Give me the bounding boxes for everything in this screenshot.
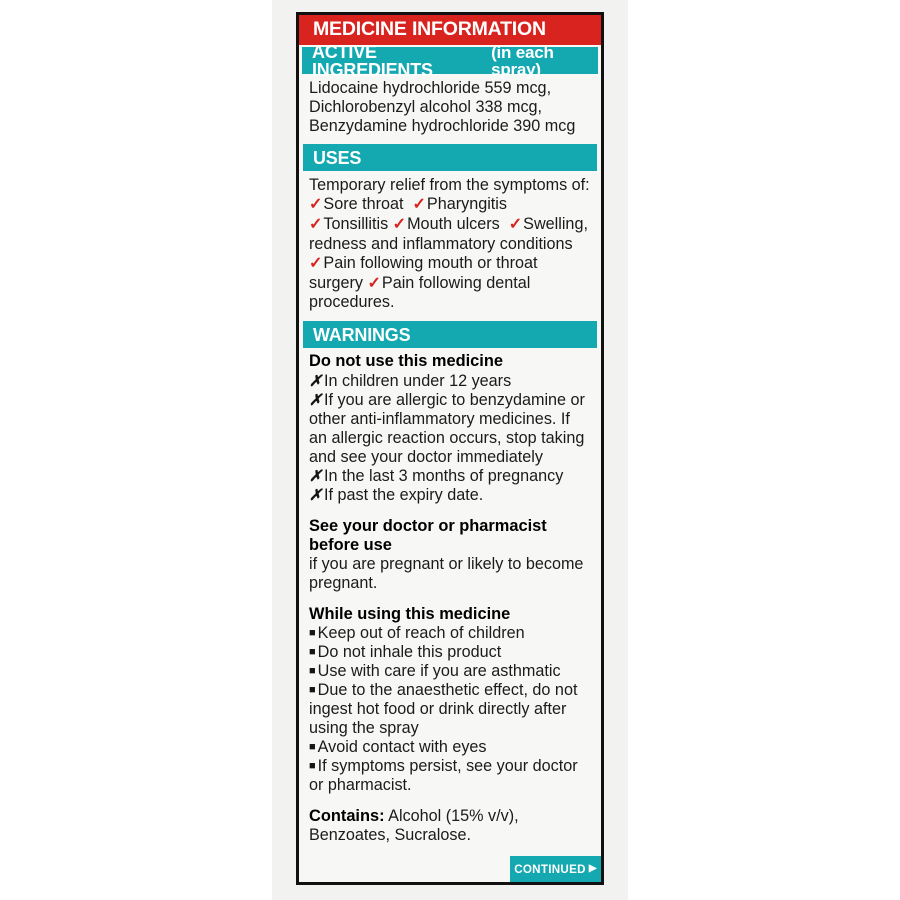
while-using-item — [309, 662, 591, 681]
do-not-use-item — [309, 486, 591, 505]
uses-item: Pain following dental procedures. — [309, 273, 531, 312]
check-mark-icon: ✓ — [367, 274, 381, 292]
see-doctor-block — [309, 517, 591, 593]
do-not-use-item — [309, 467, 591, 486]
while-using-item-text: Do not inhale this product — [317, 643, 502, 662]
while-using-item-text: Due to the anaesthetic effect, do not ingest hot food or drink directly after using the spray — [309, 681, 578, 738]
warnings-heading: WARNINGS — [313, 324, 411, 345]
active-ingredients-heading-sub: (in each spray) — [491, 42, 554, 79]
square-bullet-icon: ■ — [309, 760, 316, 773]
while-using-item-text: Avoid contact with eyes — [317, 738, 487, 757]
cross-mark-icon: ✗ — [309, 391, 322, 409]
while-using-item — [309, 757, 591, 795]
check-mark-icon: ✓ — [412, 196, 426, 214]
check-mark-icon: ✓ — [392, 215, 407, 233]
while-using-item — [309, 738, 591, 757]
check-mark-icon: ✓ — [309, 254, 323, 272]
uses-item: Sore throat — [323, 195, 404, 214]
contains-value: Alcohol (15% v/v), Benzoates, Sucralose. — [309, 806, 519, 845]
check-mark-icon: ✓ — [508, 215, 523, 233]
while-using-block — [309, 605, 591, 795]
square-bullet-icon: ■ — [309, 646, 316, 659]
uses-item: Pharyngitis — [426, 195, 507, 214]
uses-content — [299, 171, 601, 312]
triangle-right-icon: ▶ — [588, 863, 597, 874]
ingredient-line: Benzydamine hydrochloride 390 mcg — [309, 117, 576, 136]
medicine-information-leaflet-panel — [296, 12, 604, 885]
see-doctor-body: if you are pregnant or likely to become pregnant. — [309, 555, 584, 593]
square-bullet-icon: ■ — [309, 684, 316, 697]
active-ingredients-content — [299, 74, 601, 136]
section-header-active-ingredients — [302, 41, 598, 80]
uses-heading: USES — [313, 147, 362, 168]
uses-item-list — [309, 195, 591, 312]
while-using-item-text: Keep out of reach of children — [317, 624, 525, 643]
continued-button[interactable] — [510, 856, 601, 882]
square-bullet-icon: ■ — [309, 741, 316, 754]
while-using-item — [309, 643, 591, 662]
square-bullet-icon: ■ — [309, 627, 316, 640]
do-not-use-item-text: If you are allergic to benzydamine or other anti-inflammatory medicines. If an allergic reaction occurs, stop taking and see your doctor immediately — [309, 390, 585, 466]
warnings-content — [299, 348, 601, 845]
while-using-item — [309, 681, 591, 738]
while-using-item-text: If symptoms persist, see your doctor or pharmacist. — [309, 757, 578, 795]
ingredient-line: Dichlorobenzyl alcohol 338 mcg, — [309, 98, 543, 117]
see-doctor-heading: See your doctor or pharmacist before use — [309, 516, 547, 555]
do-not-use-item-text: In children under 12 years — [324, 371, 512, 390]
square-bullet-icon: ■ — [309, 665, 316, 678]
while-using-item-text: Use with care if you are asthmatic — [317, 662, 561, 681]
section-header-warnings — [303, 321, 597, 348]
do-not-use-heading: Do not use this medicine — [309, 352, 503, 371]
uses-item: Tonsillitis — [323, 214, 389, 233]
uses-item: Swelling, redness and inflammatory conditions — [309, 214, 588, 253]
cross-mark-icon: ✗ — [309, 372, 322, 390]
cross-mark-icon: ✗ — [309, 486, 322, 504]
ingredient-line: Lidocaine hydrochloride 559 mcg, — [309, 79, 552, 97]
do-not-use-item — [309, 372, 591, 391]
while-using-heading: While using this medicine — [309, 605, 511, 624]
uses-item: Pain following mouth or throat surgery — [309, 253, 538, 292]
check-mark-icon: ✓ — [309, 196, 323, 214]
check-mark-icon: ✓ — [309, 215, 323, 233]
section-header-uses — [303, 144, 597, 171]
medicine-information-title-bar — [299, 15, 601, 45]
do-not-use-item-text: If past the expiry date. — [324, 485, 484, 504]
continued-label: CONTINUED — [514, 862, 586, 876]
page-title: MEDICINE INFORMATION — [313, 18, 546, 41]
uses-intro: Temporary relief from the symptoms of: — [309, 176, 590, 195]
contains-block — [309, 807, 591, 845]
contains-label: Contains: — [309, 806, 385, 825]
cross-mark-icon: ✗ — [309, 467, 322, 485]
do-not-use-item — [309, 391, 591, 467]
active-ingredients-heading: ACTIVE INGREDIENTS — [312, 41, 433, 80]
while-using-item — [309, 624, 591, 643]
contains-line — [309, 807, 591, 845]
do-not-use-item-text: In the last 3 months of pregnancy — [324, 466, 564, 485]
uses-item: Mouth ulcers — [407, 214, 500, 233]
